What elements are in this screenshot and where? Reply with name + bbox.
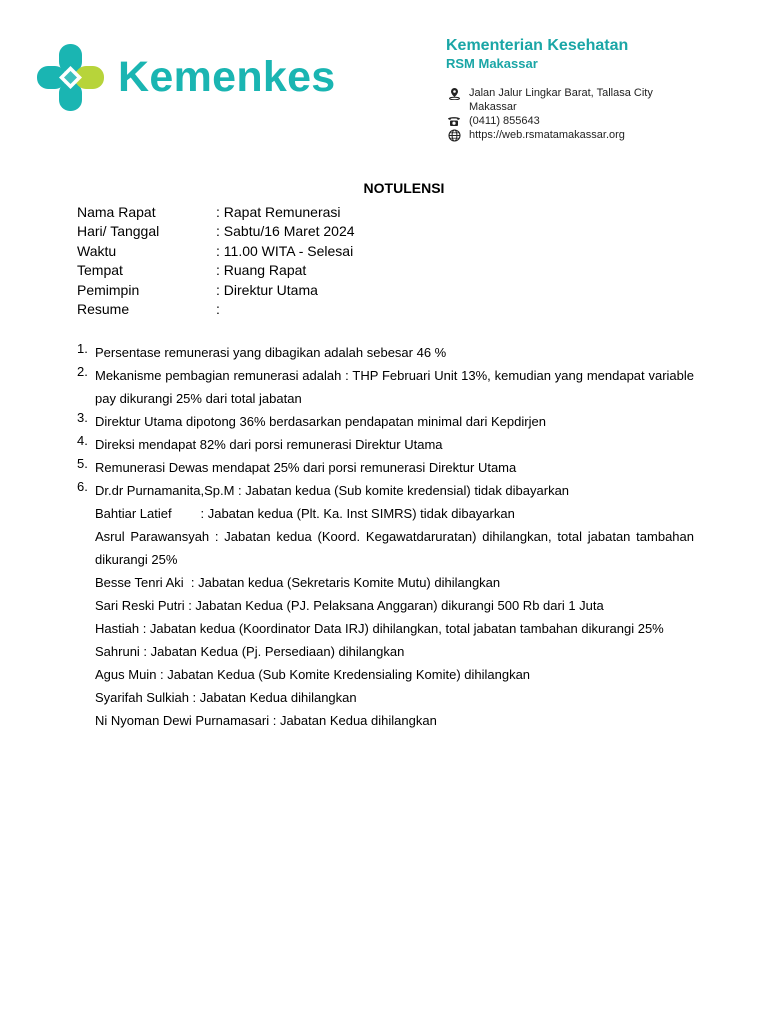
globe-icon [446, 128, 462, 142]
institution-name: Kementerian Kesehatan [446, 37, 629, 54]
meta-value: : [216, 300, 220, 317]
list-item: 2. Mekanisme pembagian remunerasi adalah : THP Februari Unit 13%, kemudian yang mendapat variable pay dikurangi 25% dari total jabatan [77, 364, 694, 410]
meta-label: Waktu [77, 242, 117, 259]
sub-item: Asrul Parawansyah : Jabatan kedua (Koord. Kegawatdaruratan) dihilangkan, total jabatan tambahan dikurangi 25% [95, 529, 694, 567]
meta-value: : Direktur Utama [216, 281, 318, 298]
list-item: 5. Remunerasi Dewas mendapat 25% dari porsi remunerasi Direktur Utama [77, 456, 694, 479]
meta-value: : Sabtu/16 Maret 2024 [216, 223, 355, 240]
phone-number: (0411) 855643 [469, 115, 540, 127]
list-item: 3. Direktur Utama dipotong 36% berdasarkan pendapatan minimal dari Kepdirjen [77, 410, 694, 433]
list-item: 6. Dr.dr Purnamanita,Sp.M : Jabatan kedua (Sub komite kredensial) tidak dibayarkan [77, 479, 694, 502]
sub-item: Hastiah : Jabatan kedua (Koordinator Data IRJ) dihilangkan, total jabatan tambahan dikurangi 25% [95, 621, 664, 636]
meta-row-pemimpin [77, 281, 355, 300]
document-title: NOTULENSI [363, 180, 445, 196]
website-row [446, 128, 756, 142]
sub-item: Agus Muin : Jabatan Kedua (Sub Komite Kredensialing Komite) dihilangkan [95, 667, 531, 682]
sub-item: Sahruni : Jabatan Kedua (Pj. Persediaan) dihilangkan [95, 644, 405, 659]
meta-value: : Ruang Rapat [216, 262, 307, 279]
address-row [446, 86, 756, 100]
address-line2: Makassar [469, 101, 517, 113]
meeting-details [77, 203, 355, 319]
meta-label: Tempat [77, 262, 123, 279]
phone-icon [446, 114, 462, 128]
resume-item-text: Persentase remunerasi yang dibagikan adalah sebesar 46 % [95, 345, 447, 360]
list-item: 4. Direksi mendapat 82% dari porsi remunerasi Direktur Utama [77, 433, 694, 456]
institution-block [446, 36, 756, 142]
resume-item-text: Dr.dr Purnamanita,Sp.M : Jabatan kedua (Sub komite kredensial) tidak dibayarkan [95, 483, 570, 498]
kemenkes-logo [37, 44, 336, 111]
location-icon [446, 86, 462, 100]
meta-value: : Rapat Remunerasi [216, 204, 341, 220]
website-url[interactable]: https://web.rsmatamakassar.org [469, 129, 625, 141]
sub-item: Sari Reski Putri : Jabatan Kedua (PJ. Pelaksana Anggaran) dikurangi 500 Rb dari 1 Juta [95, 598, 604, 613]
meta-value: : 11.00 WITA - Selesai [216, 242, 354, 259]
meta-label: Hari/ Tanggal [77, 223, 160, 240]
meta-row-waktu [77, 242, 355, 261]
phone-row [446, 114, 756, 128]
resume-item-text: Remunerasi Dewas mendapat 25% dari porsi remunerasi Direktur Utama [95, 460, 517, 475]
meta-label: Pemimpin [77, 281, 140, 298]
resume-list [77, 341, 694, 732]
kemenkes-emblem-icon [37, 44, 104, 111]
meta-label: Nama Rapat [77, 204, 156, 220]
letterhead [0, 0, 768, 170]
contact-info [446, 86, 756, 142]
sub-item: Besse Tenri Aki : Jabatan kedua (Sekretaris Komite Mutu) dihilangkan [95, 575, 501, 590]
meta-row-nama-rapat [77, 203, 355, 222]
logo-wordmark: Kemenkes [118, 53, 336, 101]
list-item: 1. Persentase remunerasi yang dibagikan adalah sebesar 46 % [77, 341, 694, 364]
institution-unit: RSM Makassar [446, 56, 538, 71]
resume-item-text: Direksi mendapat 82% dari porsi remunerasi Direktur Utama [95, 437, 443, 452]
meta-row-resume [77, 300, 355, 319]
sub-item: Syarifah Sulkiah : Jabatan Kedua dihilangkan [95, 690, 357, 705]
meta-label: Resume [77, 300, 130, 317]
meta-row-tempat [77, 261, 355, 280]
meta-row-tanggal [77, 222, 355, 241]
resume-item-text: Mekanisme pembagian remunerasi adalah : THP Februari Unit 13%, kemudian yang mendapat variable pay dikurangi 25% dari total jabatan [95, 368, 694, 406]
sub-item: Bahtiar Latief : Jabatan kedua (Plt. Ka. Inst SIMRS) tidak dibayarkan [95, 506, 515, 521]
resume-item-text: Direktur Utama dipotong 36% berdasarkan pendapatan minimal dari Kepdirjen [95, 414, 546, 429]
sub-item: Ni Nyoman Dewi Purnamasari : Jabatan Kedua dihilangkan [95, 713, 437, 728]
address-line1: Jalan Jalur Lingkar Barat, Tallasa City [469, 87, 653, 99]
